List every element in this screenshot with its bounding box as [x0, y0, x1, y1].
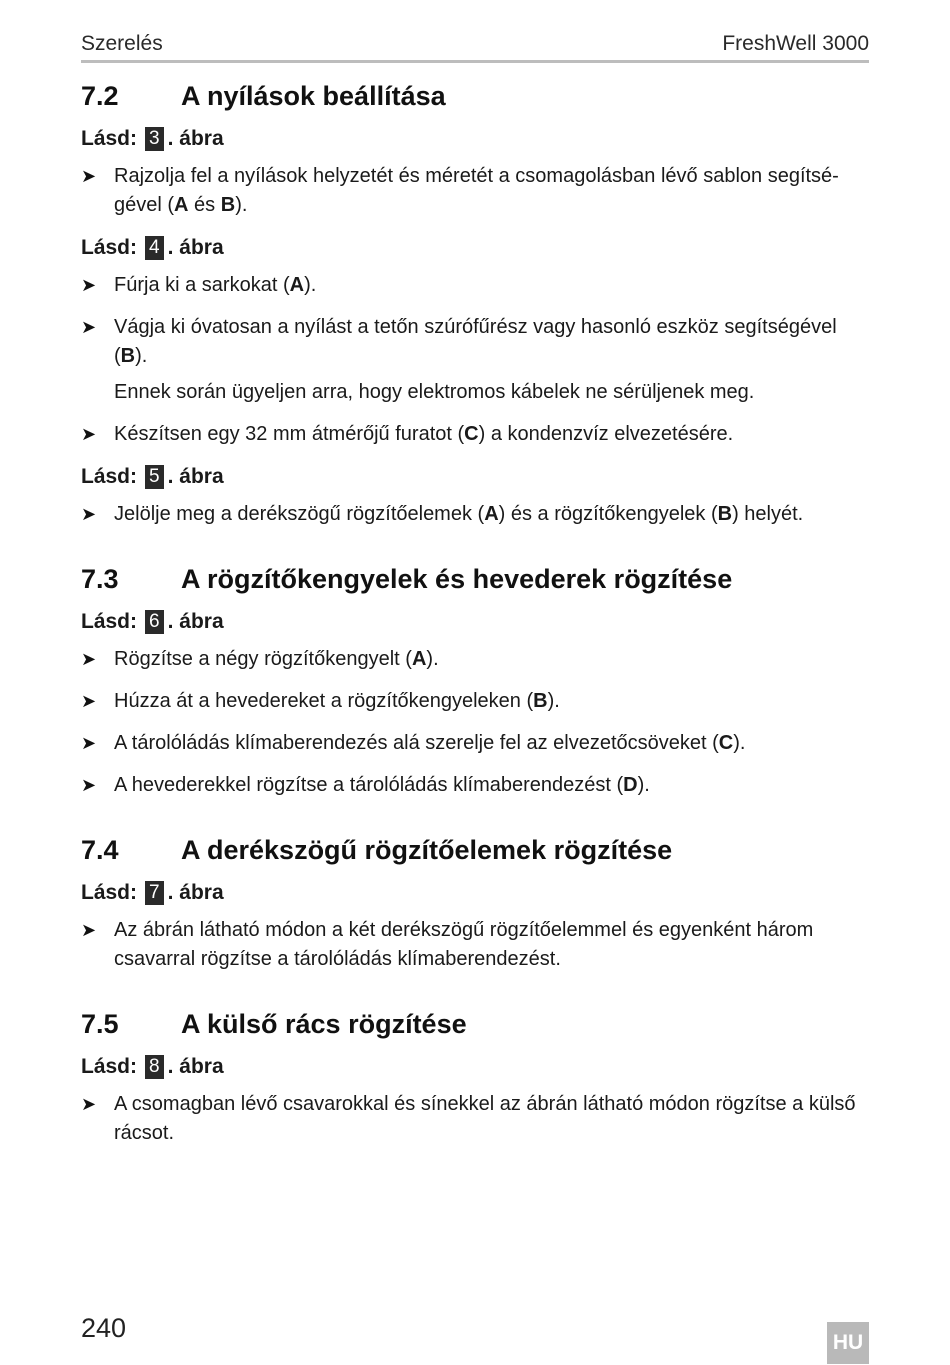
page-number: 240 — [81, 1313, 127, 1343]
section-heading — [81, 559, 871, 599]
figure-number-box: 8 — [145, 1055, 164, 1079]
figure-reference — [81, 607, 871, 637]
step-text: Húzza át a hevedereket a rögzítőkengyeleken ( — [114, 690, 534, 712]
figure-reference-suffix: . ábra — [167, 1055, 224, 1078]
figure-reference-prefix: Lásd: — [81, 127, 138, 150]
figure-reference-prefix: Lásd: — [81, 881, 138, 904]
component-letter: B — [120, 345, 136, 367]
instruction-step — [81, 420, 871, 449]
step-text: Vágja ki óvatosan a nyílást a tetőn szúrófűrész vagy hasonló eszköz segítségével ( — [114, 316, 837, 367]
step-note: Ennek során ügyeljen arra, hogy elektromos kábelek ne sérüljenek meg. — [114, 381, 755, 403]
language-badge: HU — [827, 1322, 869, 1364]
section-heading — [81, 830, 871, 870]
section — [81, 76, 871, 529]
step-text: Fúrja ki a sarkokat ( — [114, 274, 290, 296]
section-title: A külső rács rögzítése — [181, 1009, 467, 1039]
step-text: ) a kondenzvíz elvezetésére. — [478, 423, 734, 445]
component-letter: D — [623, 774, 638, 796]
figure-reference — [81, 233, 871, 263]
step-text: és — [188, 194, 221, 216]
page-content — [81, 76, 871, 1178]
figure-number-box: 7 — [145, 881, 164, 905]
component-letter: C — [718, 732, 734, 754]
arrow-bullet-icon: ➤ — [81, 920, 97, 940]
step-text: ). — [304, 274, 317, 296]
figure-reference — [81, 124, 871, 154]
header-product: FreshWell 3000 — [722, 32, 869, 55]
component-letter: B — [533, 690, 548, 712]
instruction-step — [81, 271, 871, 300]
step-text: ) és a rögzítőkengyelek ( — [498, 503, 718, 525]
arrow-bullet-icon: ➤ — [81, 775, 97, 795]
instruction-step — [81, 916, 871, 974]
arrow-bullet-icon: ➤ — [81, 733, 97, 753]
step-text: ). — [235, 194, 248, 216]
arrow-bullet-icon: ➤ — [81, 504, 97, 524]
arrow-bullet-icon: ➤ — [81, 424, 97, 444]
section — [81, 559, 871, 800]
section-title: A derékszögű rögzítőelemek rögzítése — [181, 835, 673, 865]
arrow-bullet-icon: ➤ — [81, 317, 97, 337]
step-text: ). — [135, 345, 148, 367]
section-number: 7.2 — [81, 81, 119, 111]
section — [81, 1004, 871, 1148]
instruction-step — [81, 1090, 871, 1148]
figure-number-box: 3 — [145, 127, 164, 151]
figure-reference — [81, 878, 871, 908]
step-text: ). — [426, 648, 439, 670]
step-text: Készítsen egy 32 mm átmérőjű furatot ( — [114, 423, 465, 445]
arrow-bullet-icon: ➤ — [81, 649, 97, 669]
arrow-bullet-icon: ➤ — [81, 166, 97, 186]
figure-reference-suffix: . ábra — [167, 127, 224, 150]
figure-number-box: 4 — [145, 236, 164, 260]
component-letter: A — [484, 503, 499, 525]
step-text: A tárolóládás klímaberendezés alá szerelje fel az elvezetőcsöveket ( — [114, 732, 719, 754]
instruction-step — [81, 500, 871, 529]
component-letter: A — [174, 194, 189, 216]
figure-reference-suffix: . ábra — [167, 881, 224, 904]
figure-reference-prefix: Lásd: — [81, 1055, 138, 1078]
step-text: ) helyét. — [732, 503, 804, 525]
step-text: Rögzítse a négy rögzítőkengyelt ( — [114, 648, 412, 670]
step-text: Jelölje meg a derékszögű rögzítőelemek ( — [114, 503, 485, 525]
arrow-bullet-icon: ➤ — [81, 1094, 97, 1114]
step-text: Az ábrán látható módon a két derékszögű rögzítőelemmel és egyenként három csavarral rögzítse a tárolóládás klímaberendezést. — [114, 919, 814, 970]
instruction-step — [81, 687, 871, 716]
section-title: A nyílások beállítása — [181, 81, 446, 111]
step-text: Rajzolja fel a nyílások helyzetét és méretét a csomagolásban lévő sablon segítsé-gével ( — [114, 165, 839, 216]
step-text: ). — [733, 732, 746, 754]
page-header — [81, 30, 869, 63]
header-chapter: Szerelés — [81, 32, 163, 55]
figure-reference-prefix: Lásd: — [81, 465, 138, 488]
instruction-step — [81, 313, 871, 371]
component-letter: A — [289, 274, 305, 296]
instruction-step — [81, 162, 871, 220]
figure-reference — [81, 462, 871, 492]
section — [81, 830, 871, 974]
instruction-step — [81, 729, 871, 758]
section-heading — [81, 76, 871, 116]
section-number: 7.3 — [81, 564, 119, 594]
section-title: A rögzítőkengyelek és hevederek rögzítése — [181, 564, 733, 594]
arrow-bullet-icon: ➤ — [81, 691, 97, 711]
component-letter: B — [220, 194, 236, 216]
step-text: ). — [547, 690, 560, 712]
section-heading — [81, 1004, 871, 1044]
component-letter: B — [717, 503, 733, 525]
section-number: 7.5 — [81, 1009, 119, 1039]
instruction-step — [81, 771, 871, 800]
figure-reference — [81, 1052, 871, 1082]
figure-reference-prefix: Lásd: — [81, 610, 138, 633]
section-number: 7.4 — [81, 835, 119, 865]
step-text: ). — [637, 774, 650, 796]
step-text: A csomagban lévő csavarokkal és sínekkel az ábrán látható módon rögzítse a külső rácsot. — [114, 1093, 856, 1144]
instruction-step — [81, 645, 871, 674]
figure-number-box: 6 — [145, 610, 164, 634]
figure-number-box: 5 — [145, 465, 164, 489]
figure-reference-suffix: . ábra — [167, 610, 224, 633]
step-text: A hevederekkel rögzítse a tárolóládás klímaberendezést ( — [114, 774, 624, 796]
component-letter: A — [411, 648, 427, 670]
figure-reference-suffix: . ábra — [167, 236, 224, 259]
figure-reference-suffix: . ábra — [167, 465, 224, 488]
arrow-bullet-icon: ➤ — [81, 275, 97, 295]
component-letter: C — [464, 423, 479, 445]
figure-reference-prefix: Lásd: — [81, 236, 138, 259]
